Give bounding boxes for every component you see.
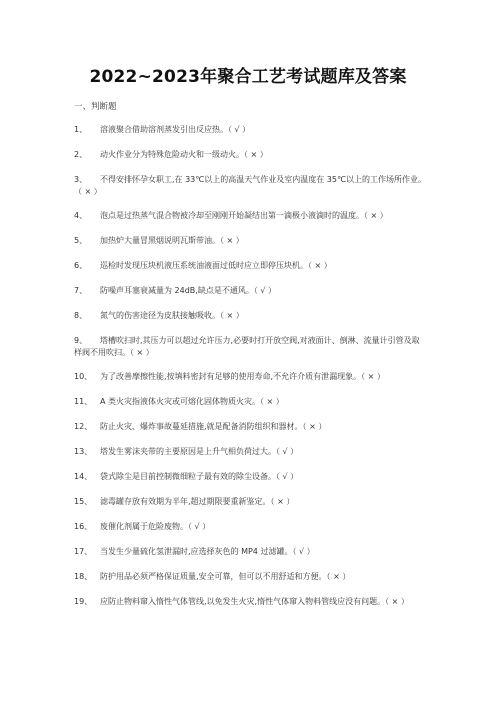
question-item bbox=[74, 285, 426, 297]
question-number: 12、 bbox=[74, 422, 93, 431]
page-title: 2022~2023年聚合工艺考试题库及答案 bbox=[89, 67, 407, 87]
question-item bbox=[74, 210, 426, 222]
question-list bbox=[74, 124, 426, 621]
question-item bbox=[74, 124, 426, 136]
question-number: 9、 bbox=[74, 336, 88, 345]
question-text: 防止火灾、爆炸事故蔓延措施,就是配备消防组织和器材。（ × ） bbox=[100, 422, 327, 431]
question-item bbox=[74, 571, 426, 583]
question-text: 巡检时发现压块机液压系统油液面过低时应立即停压块机。（ × ） bbox=[100, 261, 332, 270]
question-item bbox=[74, 149, 426, 161]
question-text: 袋式除尘是目前控制微细粒子最有效的除尘设备。（ √ ） bbox=[100, 472, 299, 481]
section-heading: 一、判断题 bbox=[74, 102, 117, 112]
question-item bbox=[74, 260, 426, 272]
question-number: 18、 bbox=[74, 572, 93, 581]
question-item bbox=[74, 471, 426, 483]
question-text: 动火作业分为特殊危险动火和一级动火。（ × ） bbox=[100, 150, 268, 159]
question-text: A 类火灾指液体火灾或可熔化固体物质火灾。（ × ） bbox=[100, 397, 284, 406]
question-number: 15、 bbox=[74, 497, 93, 506]
question-text: 加热炉大量冒黑烟说明瓦斯带油。（ × ） bbox=[100, 236, 244, 245]
question-number: 17、 bbox=[74, 547, 93, 556]
question-text: 滤毒罐存放有效期为半年,超过期限要重新鉴定。（ × ） bbox=[100, 497, 295, 506]
question-number: 4、 bbox=[74, 211, 88, 220]
question-item bbox=[74, 310, 426, 322]
question-number: 6、 bbox=[74, 261, 88, 270]
question-number: 16、 bbox=[74, 522, 93, 531]
question-number: 13、 bbox=[74, 447, 93, 456]
question-text: 泡点是过热蒸气混合物被冷却至刚刚开始凝结出第一滴极小液滴时的温度。（ × ） bbox=[100, 211, 388, 220]
question-text: 当发生少量硫化氢泄漏时,应选择灰色的 MP4 过滤罐。（ √ ） bbox=[100, 547, 315, 556]
question-number: 11、 bbox=[74, 397, 93, 406]
question-text: 为了改善摩擦性能,按填料密封有足够的使用寿命,不允许介质有泄漏现象。（ × ） bbox=[100, 372, 385, 381]
question-text: 溶液聚合借助溶剂蒸发引出反应热。（ √ ） bbox=[100, 125, 251, 134]
question-number: 10、 bbox=[74, 372, 93, 381]
question-number: 1、 bbox=[74, 125, 88, 134]
question-number: 14、 bbox=[74, 472, 93, 481]
question-text: 不得安排怀孕女职工,在 33℃以上的高温天气作业及室内温度在 35℃以上的工作场所作业。（ × ） bbox=[74, 175, 426, 196]
question-item bbox=[74, 546, 426, 558]
question-item bbox=[74, 521, 426, 533]
question-number: 19、 bbox=[74, 597, 93, 606]
question-item bbox=[74, 596, 426, 608]
question-text: 氮气的伤害途径为皮肤接触吸收。（ × ） bbox=[100, 311, 244, 320]
question-number: 5、 bbox=[74, 236, 88, 245]
question-item bbox=[74, 335, 426, 359]
question-item bbox=[74, 446, 426, 458]
question-text: 废催化剂属于危险废物。（ √ ） bbox=[100, 522, 211, 531]
question-number: 3、 bbox=[74, 175, 88, 184]
question-item bbox=[74, 496, 426, 508]
question-text: 塔槽吹扫时,其压力可以超过允许压力,必要时打开放空阀,对液面计、倒淋、流量计引管及取样阀不用吹扫。（ × ） bbox=[74, 336, 420, 357]
question-item bbox=[74, 396, 426, 408]
question-number: 8、 bbox=[74, 311, 88, 320]
question-item bbox=[74, 421, 426, 433]
question-text: 防护用品必须严格保证质量,安全可靠，但可以不用舒适和方便。（ × ） bbox=[100, 572, 351, 581]
question-number: 2、 bbox=[74, 150, 88, 159]
question-item bbox=[74, 235, 426, 247]
question-item bbox=[74, 174, 426, 198]
question-text: 塔发生雾沫夹带的主要原因是上升气相负荷过大。（ √ ） bbox=[100, 447, 299, 456]
question-item bbox=[74, 371, 426, 383]
question-text: 防噪声耳塞衰减量为 24dB,缺点是不通风。（ √ ） bbox=[100, 286, 277, 295]
question-number: 7、 bbox=[74, 286, 88, 295]
question-text: 应防止物料窜入惰性气体管线,以免发生火灾,惰性气体窜入物料管线应没有问题。（ × ） bbox=[100, 597, 409, 606]
